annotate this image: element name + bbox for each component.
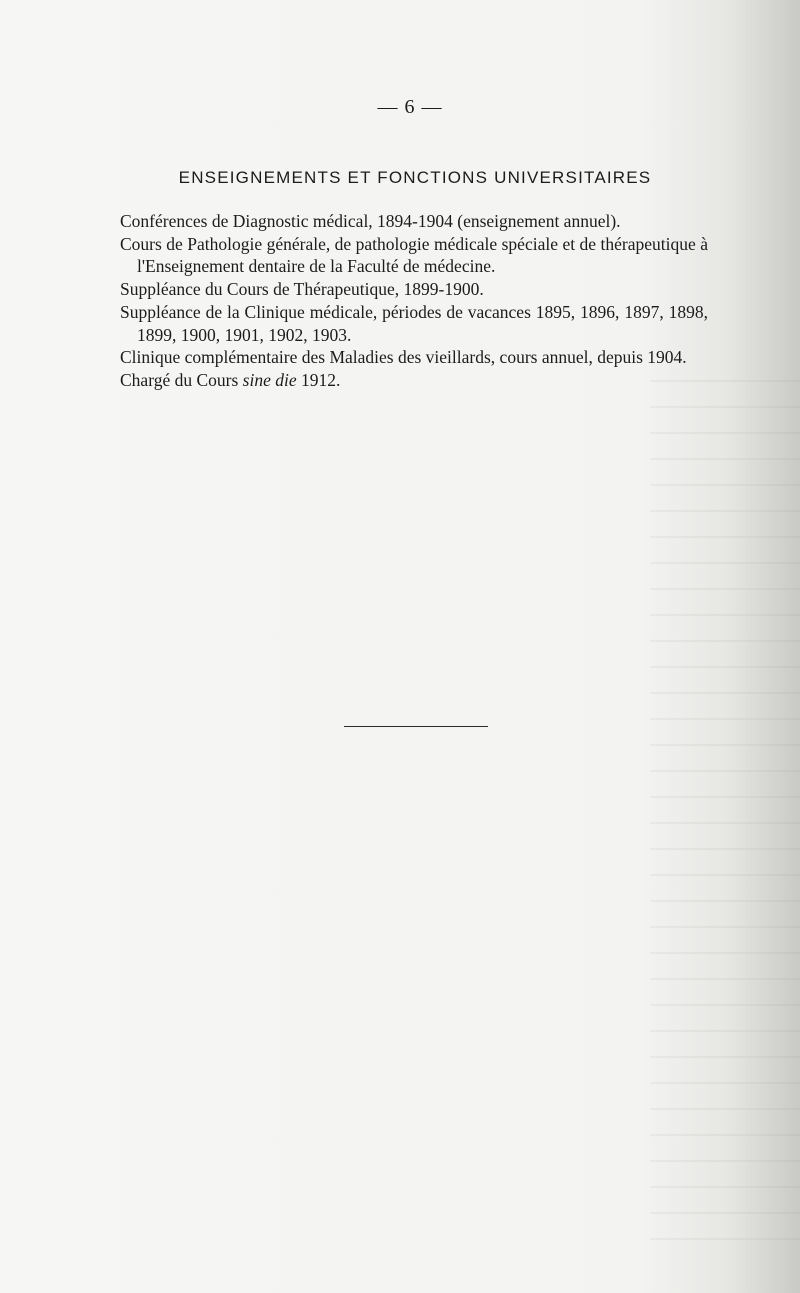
separator-rule [344,726,488,727]
list-item: Cours de Pathologie générale, de pathologie médicale spéciale et de thérapeutique à l'Enseignement dentaire de la Faculté de médecine. [120,233,708,277]
section-heading: ENSEIGNEMENTS ET FONCTIONS UNIVERSITAIRES [178,168,652,187]
show-through-text [650,380,800,1260]
entry-text: Chargé du Cours [120,369,243,390]
entry-italic-text: sine die [242,369,297,390]
list-item-last [120,369,708,392]
page-number: — 6 — [377,96,443,118]
list-item: Clinique complémentaire des Maladies des vieillards, cours annuel, depuis 1904. [120,347,687,368]
list-item: Conférences de Diagnostic médical, 1894-1904 (enseignement annuel). [120,211,621,231]
list-item: Suppléance du Cours de Thérapeutique, 1899-1900. [120,279,484,300]
list-item: Suppléance de la Clinique médicale, périodes de vacances 1895, 1896, 1897, 1898, 1899, 1900, 1901, 1902, 1903. [120,301,708,345]
entries-list [120,210,708,392]
entry-text: 1912. [296,369,341,390]
